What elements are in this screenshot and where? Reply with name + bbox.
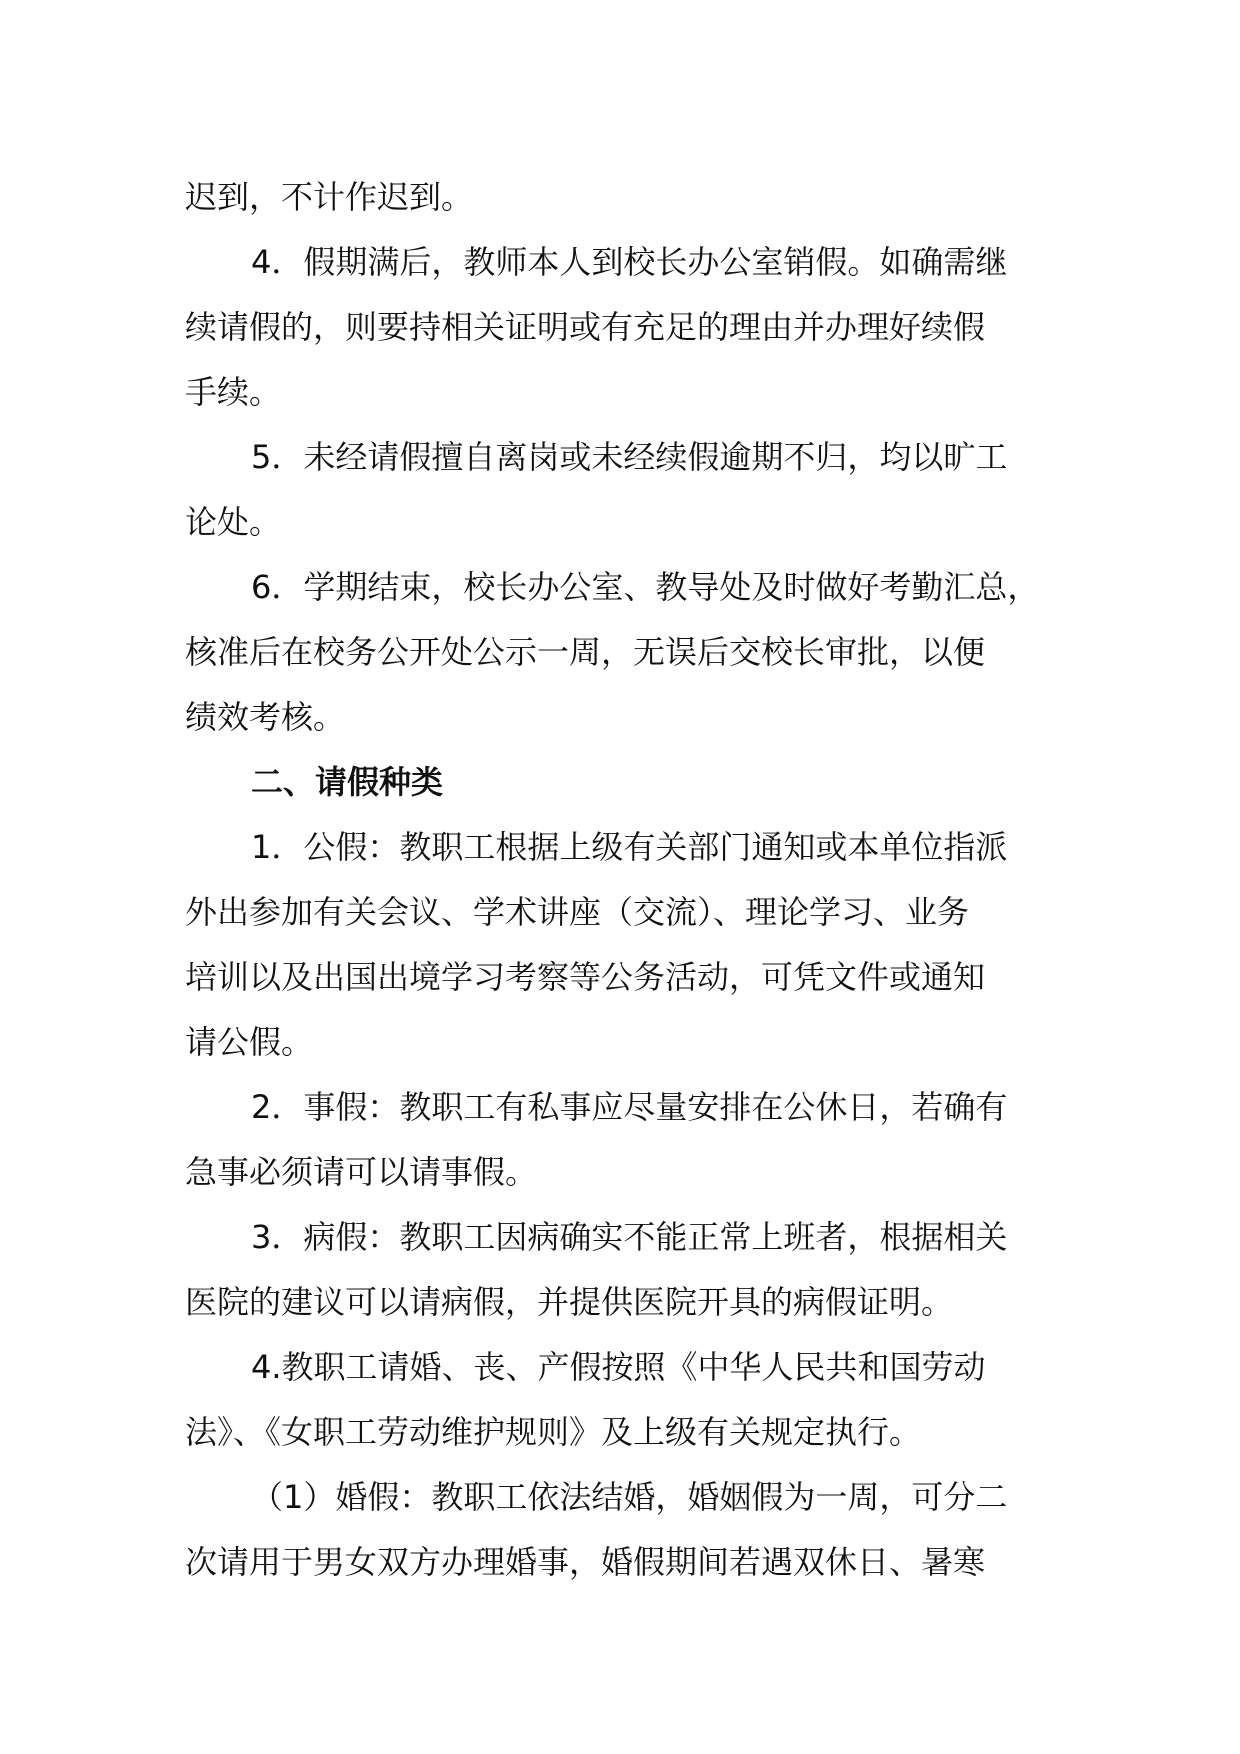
paragraph-line: 绩效考核。 bbox=[185, 698, 346, 736]
paragraph-line: （1）婚假：教职工依法结婚，婚姻假为一周，可分二 bbox=[251, 1478, 1008, 1516]
paragraph-line: 续请假的，则要持相关证明或有充足的理由并办理好续假 bbox=[185, 308, 986, 346]
paragraph-line: 医院的建议可以请病假，并提供医院开具的病假证明。 bbox=[185, 1283, 954, 1321]
paragraph-line: 培训以及出国出境学习考察等公务活动，可凭文件或通知 bbox=[185, 958, 986, 996]
paragraph-line: 1．公假：教职工根据上级有关部门通知或本单位指派 bbox=[251, 828, 1008, 866]
paragraph-line: 4.教职工请婚、丧、产假按照《中华人民共和国劳动 bbox=[251, 1348, 986, 1386]
paragraph-line: 次请用于男女双方办理婚事，婚假期间若遇双休日、暑寒 bbox=[185, 1543, 986, 1581]
paragraph-line: 请公假。 bbox=[185, 1023, 314, 1061]
section-heading: 二、请假种类 bbox=[251, 763, 444, 801]
paragraph-line: 3．病假：教职工因病确实不能正常上班者，根据相关 bbox=[251, 1218, 1008, 1256]
paragraph-line: 2．事假：教职工有私事应尽量安排在公休日，若确有 bbox=[251, 1088, 1008, 1126]
paragraph-line: 5．未经请假擅自离岗或未经续假逾期不归，均以旷工 bbox=[251, 438, 1008, 476]
paragraph-line: 迟到，不计作迟到。 bbox=[185, 178, 474, 216]
paragraph-line: 法》、《女职工劳动维护规则》及上级有关规定执行。 bbox=[185, 1413, 922, 1451]
paragraph-line: 6．学期结束，校长办公室、教导处及时做好考勤汇总， bbox=[251, 568, 1040, 606]
paragraph-line: 4．假期满后，教师本人到校长办公室销假。如确需继 bbox=[251, 243, 1008, 281]
paragraph-line: 手续。 bbox=[185, 373, 282, 411]
paragraph-line: 论处。 bbox=[185, 503, 282, 541]
paragraph-line: 核准后在校务公开处公示一周，无误后交校长审批，以便 bbox=[185, 633, 986, 671]
paragraph-line: 外出参加有关会议、学术讲座（交流）、理论学习、业务 bbox=[185, 893, 970, 931]
paragraph-line: 急事必须请可以请事假。 bbox=[185, 1153, 538, 1191]
